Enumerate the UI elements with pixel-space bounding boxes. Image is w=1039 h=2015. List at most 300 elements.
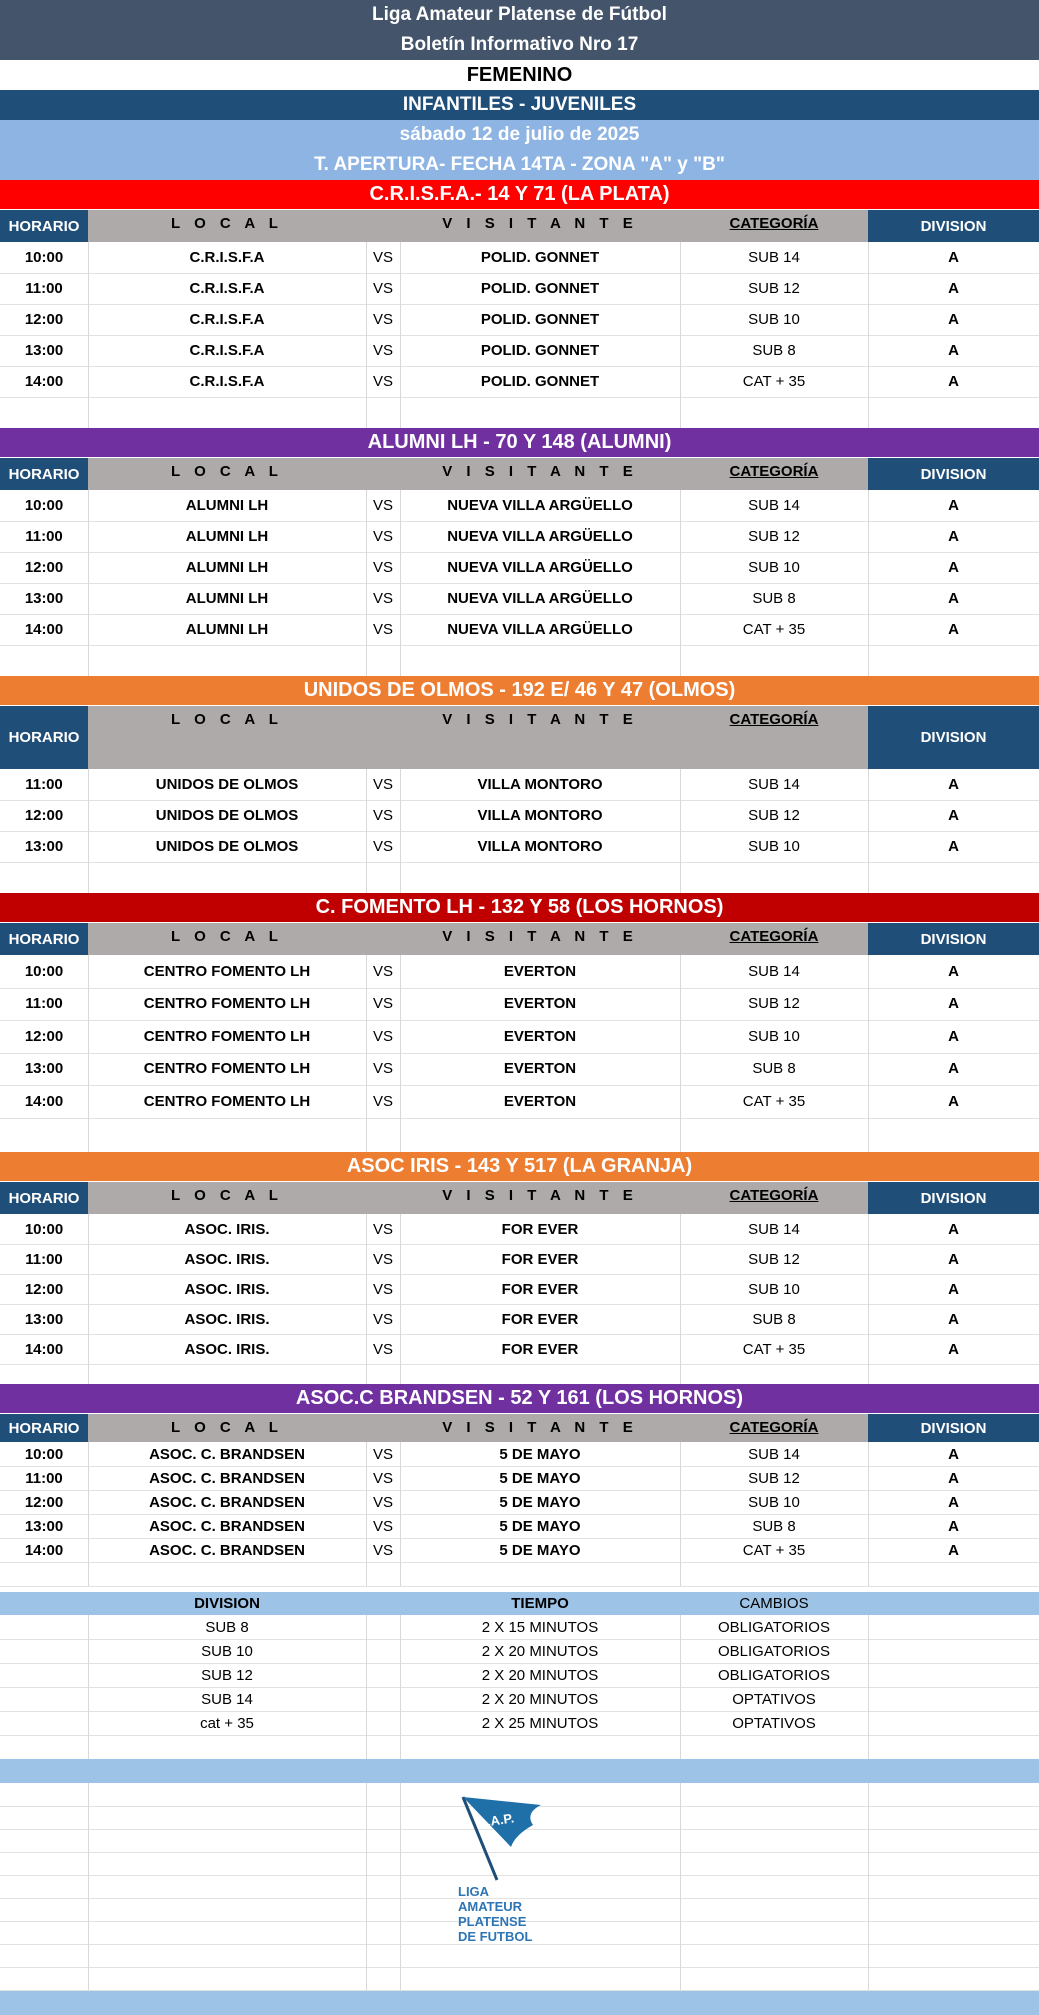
tiempos-division: cat + 35 [200,1714,254,1732]
horario-header: HORARIO [0,706,88,769]
column-header-row [0,210,1039,242]
tiempos-cambios: OPTATIVOS [732,1690,816,1708]
match-local: C.R.I.S.F.A [189,280,265,297]
empty-row [0,1967,1039,1991]
horario-header: HORARIO [0,1182,88,1214]
grid-line [680,1875,681,1898]
match-visitor: POLID. GONNET [480,342,600,359]
grid-line [868,1898,869,1921]
spacer-row [0,1118,1039,1155]
match-local: ASOC. C. BRANDSEN [149,1445,305,1463]
grid-line [868,1806,869,1829]
match-division: A [948,497,959,514]
match-row [0,1514,1039,1539]
grid-line [400,1735,401,1759]
local-header: L O C A L [171,1187,283,1204]
match-visitor: FOR EVER [501,1280,579,1298]
match-local: ASOC. IRIS. [184,1280,270,1298]
match-division: A [948,1280,959,1298]
match-visitor: EVERTON [503,962,577,980]
match-vs: VS [372,311,393,328]
match-local: C.R.I.S.F.A [189,249,265,266]
match-visitor: FOR EVER [501,1250,579,1268]
match-vs: VS [372,838,393,855]
grid-line [400,1944,401,1967]
match-time: 10:00 [24,962,64,980]
grid-line [88,1735,89,1759]
grid-line [400,1829,401,1852]
spacer-row [0,1562,1039,1587]
match-vs: VS [372,1517,393,1535]
grid-line [366,1639,367,1663]
match-time: 12:00 [24,1280,64,1298]
horario-header: HORARIO [0,458,88,490]
match-local: CENTRO FOMENTO LH [143,962,311,980]
match-vs: VS [372,621,393,638]
match-category: SUB 8 [752,590,796,607]
match-division: A [948,1250,959,1268]
venue-title: ALUMNI LH - 70 Y 148 (ALUMNI) [0,428,1039,458]
match-time: 13:00 [24,1060,64,1078]
tiempos-tiempo: 2 X 20 MINUTOS [481,1642,599,1660]
match-time: 14:00 [24,373,64,390]
match-vs: VS [372,497,393,514]
match-time: 11:00 [25,1250,63,1268]
match-vs: VS [372,1445,393,1463]
grid-line [680,1967,681,1990]
match-vs: VS [372,807,393,824]
match-time: 10:00 [24,249,64,266]
grid-line [88,397,89,428]
logo-flag-text: L.A.P. [478,1810,515,1831]
match-division: A [948,342,959,359]
grid-line [366,1806,367,1829]
match-visitor: POLID. GONNET [480,280,600,297]
match-time: 13:00 [24,1310,64,1328]
match-category: SUB 12 [748,1250,800,1268]
logo-line-4: DE FUTBOL [458,1929,533,1944]
grid-line [88,862,89,893]
tiempos-division-header: DIVISION [194,1595,260,1612]
categoria-header: CATEGORÍA [729,215,819,232]
divider-bar [0,1759,1039,1783]
local-header: L O C A L [171,711,283,728]
match-division: A [948,280,959,297]
match-vs: VS [372,1092,393,1110]
match-division: A [948,621,959,638]
column-header-row [0,1414,1039,1442]
grid-line [400,1562,401,1586]
match-local: ASOC. IRIS. [184,1250,270,1268]
tiempos-row [0,1663,1039,1688]
match-category: SUB 14 [748,249,800,266]
match-time: 14:00 [24,621,64,638]
match-vs: VS [372,1469,393,1487]
grid-line [680,397,681,428]
logo-line-3: PLATENSE [458,1914,527,1929]
match-time: 11:00 [25,776,63,793]
grid-line [868,1639,869,1663]
match-category: SUB 10 [748,1027,800,1045]
match-division: A [948,1060,959,1078]
match-row [0,1304,1039,1335]
grid-line [366,1898,367,1921]
grid-line [88,1118,89,1154]
match-local: CENTRO FOMENTO LH [143,995,311,1013]
match-division: A [948,373,959,390]
grid-line [88,1852,89,1875]
grid-line [680,1783,681,1806]
match-visitor: FOR EVER [501,1340,579,1358]
categories-label: INFANTILES - JUVENILES [0,90,1039,120]
match-visitor: NUEVA VILLA ARGÜELLO [447,528,633,545]
match-time: 10:00 [24,1220,64,1238]
grid-line [680,1806,681,1829]
match-category: CAT + 35 [742,373,806,390]
tiempos-cambios: OBLIGATORIOS [718,1642,830,1660]
grid-line [680,1921,681,1944]
grid-line [366,397,367,428]
grid-line [868,1562,869,1586]
grid-line [868,1735,869,1759]
match-row [0,521,1039,553]
tiempos-tiempo: 2 X 15 MINUTOS [481,1618,599,1636]
spacer-row [0,1735,1039,1760]
match-time: 10:00 [24,497,64,514]
match-time: 13:00 [24,1517,64,1535]
match-local: ASOC. C. BRANDSEN [149,1493,305,1511]
match-local: ALUMNI LH [185,559,269,576]
match-row [0,304,1039,336]
division-header: DIVISION [868,458,1039,490]
branch-label: FEMENINO [0,60,1039,90]
grid-line [366,645,367,676]
grid-line [868,1711,869,1735]
match-vs: VS [372,1220,393,1238]
categoria-header: CATEGORÍA [729,711,819,728]
grid-line [88,1944,89,1967]
match-category: SUB 12 [748,280,800,297]
match-division: A [948,1340,959,1358]
match-row [0,1244,1039,1275]
match-row [0,1214,1039,1245]
match-row [0,1020,1039,1054]
match-local: ASOC. C. BRANDSEN [149,1469,305,1487]
match-division: A [948,249,959,266]
match-row [0,490,1039,522]
venue-title: UNIDOS DE OLMOS - 192 E/ 46 Y 47 (OLMOS) [0,676,1039,706]
logo-line-2: AMATEUR [458,1899,523,1914]
grid-line [868,645,869,676]
match-row [0,1274,1039,1305]
match-local: UNIDOS DE OLMOS [155,776,299,793]
match-visitor: EVERTON [503,1027,577,1045]
match-vs: VS [372,280,393,297]
grid-line [400,1898,401,1921]
match-local: ALUMNI LH [185,497,269,514]
match-time: 14:00 [24,1541,64,1559]
match-division: A [948,1220,959,1238]
match-time: 12:00 [24,807,64,824]
match-visitor: 5 DE MAYO [499,1493,581,1511]
tiempos-cambios: OBLIGATORIOS [718,1618,830,1636]
match-division: A [948,1310,959,1328]
grid-line [680,1898,681,1921]
grid-line [868,862,869,893]
match-vs: VS [372,1310,393,1328]
venue-title: C.R.I.S.F.A.- 14 Y 71 (LA PLATA) [0,180,1039,210]
tournament-label: T. APERTURA- FECHA 14TA - ZONA "A" y "B" [0,150,1039,180]
match-time: 12:00 [24,311,64,328]
grid-line [366,1615,367,1639]
grid-line [88,1806,89,1829]
column-header-row [0,706,1039,769]
venue-title: ASOC IRIS - 143 Y 517 (LA GRANJA) [0,1152,1039,1182]
match-row [0,614,1039,646]
match-local: ALUMNI LH [185,528,269,545]
match-category: SUB 10 [748,559,800,576]
footer-bar [0,1991,1039,2015]
match-category: SUB 14 [748,1220,800,1238]
grid-line [88,1921,89,1944]
match-division: A [948,838,959,855]
visitante-header: V I S I T A N T E [442,1187,638,1204]
tiempos-division: SUB 14 [201,1690,253,1708]
tiempos-header [0,1592,1039,1615]
division-header: DIVISION [868,706,1039,769]
venue-title: C. FOMENTO LH - 132 Y 58 (LOS HORNOS) [0,893,1039,923]
categoria-header: CATEGORÍA [729,1419,819,1436]
match-row [0,800,1039,832]
visitante-header: V I S I T A N T E [442,711,638,728]
column-header-row [0,458,1039,490]
match-vs: VS [372,559,393,576]
grid-line [868,1663,869,1687]
tiempos-division: SUB 8 [205,1618,249,1636]
grid-line [88,1875,89,1898]
grid-line [366,1829,367,1852]
grid-line [366,1118,367,1154]
match-visitor: 5 DE MAYO [499,1469,581,1487]
match-category: SUB 10 [748,838,800,855]
date-label: sábado 12 de julio de 2025 [0,120,1039,150]
match-local: ASOC. C. BRANDSEN [149,1517,305,1535]
horario-header: HORARIO [0,923,88,955]
match-division: A [948,1493,959,1511]
grid-line [366,1852,367,1875]
match-category: SUB 8 [752,342,796,359]
match-time: 11:00 [25,280,63,297]
match-time: 14:00 [24,1092,64,1110]
match-local: ASOC. C. BRANDSEN [149,1541,305,1559]
grid-line [400,1921,401,1944]
visitante-header: V I S I T A N T E [442,215,638,232]
visitante-header: V I S I T A N T E [442,928,638,945]
categoria-header: CATEGORÍA [729,928,819,945]
division-header: DIVISION [868,923,1039,955]
match-local: C.R.I.S.F.A [189,311,265,328]
match-row [0,552,1039,584]
match-vs: VS [372,249,393,266]
grid-line [868,1875,869,1898]
match-time: 11:00 [25,1469,63,1487]
match-local: ALUMNI LH [185,621,269,638]
match-visitor: NUEVA VILLA ARGÜELLO [447,621,633,638]
match-vs: VS [372,590,393,607]
tiempos-row [0,1615,1039,1640]
local-header: L O C A L [171,463,283,480]
league-title: Liga Amateur Platense de Fútbol [0,0,1039,30]
grid-line [88,1967,89,1990]
match-row [0,335,1039,367]
match-division: A [948,1027,959,1045]
match-division: A [948,1517,959,1535]
grid-line [88,1829,89,1852]
match-time: 12:00 [24,1493,64,1511]
match-visitor: POLID. GONNET [480,249,600,266]
match-row [0,273,1039,305]
match-visitor: EVERTON [503,1060,577,1078]
match-category: SUB 12 [748,1469,800,1487]
match-row [0,769,1039,801]
match-visitor: NUEVA VILLA ARGÜELLO [447,590,633,607]
match-visitor: EVERTON [503,1092,577,1110]
match-visitor: NUEVA VILLA ARGÜELLO [447,497,633,514]
grid-line [680,1735,681,1759]
categoria-header: CATEGORÍA [729,463,819,480]
match-local: CENTRO FOMENTO LH [143,1060,311,1078]
grid-line [868,1967,869,1990]
match-division: A [948,590,959,607]
grid-line [366,1663,367,1687]
match-visitor: FOR EVER [501,1310,579,1328]
match-time: 12:00 [24,1027,64,1045]
grid-line [400,1852,401,1875]
match-division: A [948,1092,959,1110]
match-row [0,955,1039,989]
match-visitor: VILLA MONTORO [477,776,603,793]
tiempos-row [0,1711,1039,1736]
match-vs: VS [372,1541,393,1559]
match-row [0,1085,1039,1119]
match-visitor: 5 DE MAYO [499,1445,581,1463]
grid-line [868,1615,869,1639]
match-category: SUB 12 [748,807,800,824]
grid-line [366,1967,367,1990]
match-row [0,1466,1039,1491]
tiempos-tiempo: 2 X 20 MINUTOS [481,1690,599,1708]
match-category: SUB 14 [748,962,800,980]
visitante-header: V I S I T A N T E [442,463,638,480]
match-time: 13:00 [24,342,64,359]
bulletin-title: Boletín Informativo Nro 17 [0,30,1039,60]
match-division: A [948,528,959,545]
categoria-header: CATEGORÍA [729,1187,819,1204]
local-header: L O C A L [171,215,283,232]
grid-line [868,1687,869,1711]
grid-line [88,1783,89,1806]
match-time: 13:00 [24,590,64,607]
grid-line [400,862,401,893]
venue-title: ASOC.C BRANDSEN - 52 Y 161 (LOS HORNOS) [0,1384,1039,1414]
grid-line [680,1829,681,1852]
match-time: 11:00 [25,995,63,1013]
match-vs: VS [372,528,393,545]
grid-line [88,645,89,676]
match-visitor: VILLA MONTORO [477,807,603,824]
match-visitor: POLID. GONNET [480,311,600,328]
grid-line [680,645,681,676]
grid-line [400,1118,401,1154]
grid-line [680,1118,681,1154]
match-category: SUB 14 [748,497,800,514]
grid-line [680,1562,681,1586]
visitante-header: V I S I T A N T E [442,1419,638,1436]
match-visitor: VILLA MONTORO [477,838,603,855]
match-category: SUB 14 [748,1445,800,1463]
horario-header: HORARIO [0,210,88,242]
tiempos-tiempo-header: TIEMPO [511,1595,569,1612]
match-category: SUB 12 [748,995,800,1013]
match-category: SUB 12 [748,528,800,545]
spacer-row [0,397,1039,429]
match-vs: VS [372,1060,393,1078]
match-local: ALUMNI LH [185,590,269,607]
match-local: ASOC. IRIS. [184,1340,270,1358]
grid-line [400,397,401,428]
match-vs: VS [372,1340,393,1358]
match-category: SUB 8 [752,1060,796,1078]
grid-line [366,1944,367,1967]
match-visitor: EVERTON [503,995,577,1013]
grid-line [400,1875,401,1898]
grid-line [88,1562,89,1586]
match-division: A [948,807,959,824]
match-row [0,1334,1039,1365]
match-division: A [948,1541,959,1559]
match-vs: VS [372,1493,393,1511]
grid-line [366,1711,367,1735]
match-row [0,1538,1039,1563]
tiempos-cambios-header: CAMBIOS [739,1595,809,1612]
match-row [0,1442,1039,1467]
match-time: 14:00 [24,1340,64,1358]
match-row [0,1490,1039,1515]
horario-header: HORARIO [0,1414,88,1442]
grid-line [868,1852,869,1875]
match-vs: VS [372,1250,393,1268]
grid-line [868,1783,869,1806]
match-division: A [948,962,959,980]
match-row [0,242,1039,274]
match-local: UNIDOS DE OLMOS [155,807,299,824]
match-division: A [948,776,959,793]
match-vs: VS [372,962,393,980]
match-visitor: 5 DE MAYO [499,1517,581,1535]
match-vs: VS [372,995,393,1013]
grid-line [868,1921,869,1944]
grid-line [366,1783,367,1806]
match-time: 10:00 [24,1445,64,1463]
match-local: C.R.I.S.F.A [189,373,265,390]
match-row [0,1053,1039,1087]
local-header: L O C A L [171,1419,283,1436]
column-header-row [0,923,1039,955]
grid-line [400,1967,401,1990]
match-division: A [948,1469,959,1487]
match-category: CAT + 35 [742,1092,806,1110]
tiempos-division: SUB 12 [201,1666,253,1684]
